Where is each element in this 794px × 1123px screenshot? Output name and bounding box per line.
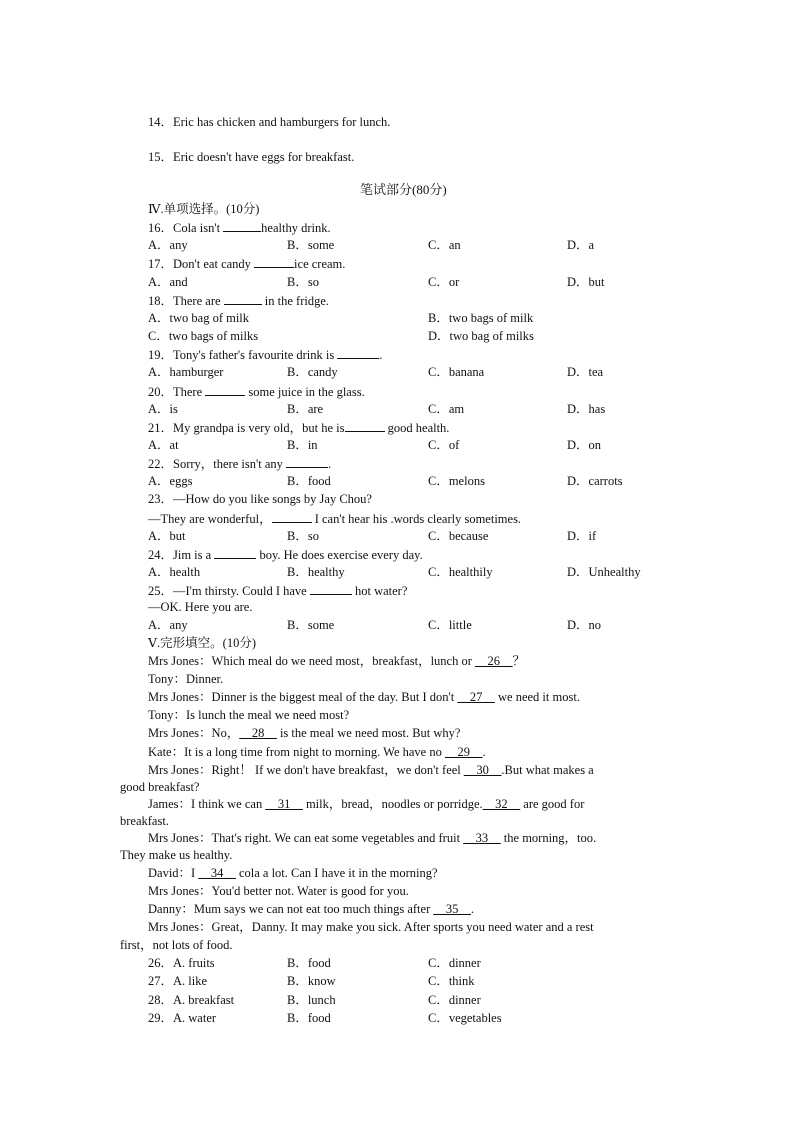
option-18c: C．two bags of milks (148, 329, 259, 343)
dialogue-line-4: Tony：Is lunch the meal we need most? (148, 708, 350, 722)
dialogue-line-7: Mrs Jones：Right！ If we don't have breakfast，we don't feel __30__.But what makes a (148, 763, 594, 777)
option-29a: 29．A. water (148, 1011, 217, 1025)
answer-blank (272, 511, 312, 523)
option-20b: B．are (287, 402, 324, 416)
option-23d: D．if (567, 529, 597, 543)
option-21c: C．of (428, 438, 460, 452)
option-18b: B．two bags of milk (428, 311, 534, 325)
answer-blank (286, 456, 328, 468)
option-16d: D．a (567, 238, 595, 252)
dialogue-line-7-cont: good breakfast? (120, 780, 200, 794)
dialogue-line-9: Mrs Jones：That's right. We can eat some vegetables and fruit __33__ the morning，too. (148, 831, 597, 845)
option-17a: A．and (148, 275, 188, 289)
dialogue-line-11: Mrs Jones：You'd better not. Water is good for you. (148, 884, 409, 898)
option-28a: 28．A. breakfast (148, 993, 235, 1007)
cloze-blank-35: __35__ (433, 902, 471, 916)
cloze-blank-31: __31__ (265, 797, 303, 811)
dialogue-line-8-cont: breakfast. (120, 814, 169, 828)
cloze-blank-28: __28__ (239, 726, 277, 740)
option-24a: A．health (148, 565, 201, 579)
statement-15: 15．Eric doesn't have eggs for breakfast. (148, 150, 355, 164)
option-22a: A．eggs (148, 474, 193, 488)
option-22d: D．carrots (567, 474, 623, 488)
option-25b: B．some (287, 618, 335, 632)
section-4-title: Ⅳ.单项选择。(10分) (148, 202, 260, 216)
option-19b: B．candy (287, 365, 338, 379)
dialogue-line-3: Mrs Jones：Dinner is the biggest meal of the day. But I don't __27__ we need it most. (148, 690, 580, 704)
question-22: 22．Sorry，there isn't any . (148, 457, 332, 471)
option-25d: D．no (567, 618, 602, 632)
answer-blank (337, 347, 379, 359)
cloze-blank-27: __27__ (457, 690, 495, 704)
option-20d: D．has (567, 402, 606, 416)
answer-blank (214, 547, 256, 559)
question-23: 23．—How do you like songs by Jay Chou? (148, 492, 372, 506)
question-21: 21．My grandpa is very old，but he is good health. (148, 421, 450, 435)
question-16: 16．Cola isn't healthy drink. (148, 221, 331, 235)
answer-blank (223, 220, 261, 232)
option-27b: B．know (287, 974, 336, 988)
option-25c: C．little (428, 618, 472, 632)
option-25a: A．any (148, 618, 188, 632)
question-25-response: —OK. Here you are. (148, 600, 253, 614)
option-27a: 27．A. like (148, 974, 208, 988)
option-28b: B．lunch (287, 993, 336, 1007)
option-26c: C．dinner (428, 956, 481, 970)
cloze-blank-26: __26__ (475, 654, 513, 668)
option-23c: C．because (428, 529, 489, 543)
option-29b: B．food (287, 1011, 331, 1025)
option-16a: A．any (148, 238, 188, 252)
option-21b: B．in (287, 438, 318, 452)
written-section-title: 笔试部分(80分) (360, 182, 447, 197)
dialogue-line-13: Mrs Jones：Great，Danny. It may make you sick. After sports you need water and a rest (148, 920, 594, 934)
option-21d: D．on (567, 438, 602, 452)
option-16c: C．an (428, 238, 461, 252)
answer-blank (205, 384, 245, 396)
option-19d: D．tea (567, 365, 604, 379)
option-17d: D．but (567, 275, 605, 289)
option-19c: C．banana (428, 365, 485, 379)
answer-blank (310, 583, 352, 595)
dialogue-line-8: James：I think we can __31__ milk，bread，noodles or porridge.__32__ are good for (148, 797, 585, 811)
option-16b: B．some (287, 238, 335, 252)
dialogue-line-13-cont: first，not lots of food. (120, 938, 233, 952)
question-17: 17．Don't eat candy ice cream. (148, 257, 346, 271)
question-18: 18．There are in the fridge. (148, 294, 329, 308)
option-24b: B．healthy (287, 565, 345, 579)
question-25: 25．—I'm thirsty. Could I have hot water? (148, 584, 408, 598)
question-19: 19．Tony's father's favourite drink is . (148, 348, 383, 362)
cloze-blank-34: __34__ (198, 866, 236, 880)
option-27c: C．think (428, 974, 475, 988)
cloze-blank-33: __33__ (463, 831, 501, 845)
option-26a: 26．A. fruits (148, 956, 215, 970)
dialogue-line-9-cont: They make us healthy. (120, 848, 233, 862)
option-28c: C．dinner (428, 993, 481, 1007)
statement-14: 14．Eric has chicken and hamburgers for lunch. (148, 115, 391, 129)
option-17c: C．or (428, 275, 460, 289)
option-18a: A．two bag of milk (148, 311, 250, 325)
option-29c: C．vegetables (428, 1011, 502, 1025)
question-20: 20．There some juice in the glass. (148, 385, 365, 399)
answer-blank (345, 420, 385, 432)
dialogue-line-12: Danny：Mum says we can not eat too much things after __35__. (148, 902, 474, 916)
option-20a: A．is (148, 402, 178, 416)
option-23a: A．but (148, 529, 186, 543)
cloze-blank-30: __30__ (463, 763, 502, 777)
option-23b: B．so (287, 529, 319, 543)
option-24d: D．Unhealthy (567, 565, 641, 579)
option-18d: D．two bag of milks (428, 329, 534, 343)
answer-blank (224, 293, 262, 305)
option-22c: C．melons (428, 474, 485, 488)
option-20c: C．am (428, 402, 465, 416)
answer-blank (254, 256, 294, 268)
question-23-response: —They are wonderful， I can't hear his .words clearly sometimes. (148, 512, 522, 526)
dialogue-line-2: Tony：Dinner. (148, 672, 224, 686)
dialogue-line-5: Mrs Jones：No，__28__ is the meal we need most. But why? (148, 726, 461, 740)
option-21a: A．at (148, 438, 179, 452)
dialogue-line-1: Mrs Jones：Which meal do we need most，breakfast，lunch or __26__？ (148, 654, 526, 668)
option-24c: C．healthily (428, 565, 493, 579)
question-24: 24．Jim is a boy. He does exercise every day. (148, 548, 423, 562)
section-5-title: Ⅴ.完形填空。(10分) (148, 636, 256, 650)
option-19a: A．hamburger (148, 365, 224, 379)
option-26b: B．food (287, 956, 331, 970)
dialogue-line-10: David：I __34__ cola a lot. Can I have it in the morning? (148, 866, 438, 880)
option-22b: B．food (287, 474, 331, 488)
option-17b: B．so (287, 275, 319, 289)
cloze-blank-29: __29__ (444, 745, 483, 759)
cloze-blank-32: __32__ (482, 797, 521, 811)
dialogue-line-6: Kate：It is a long time from night to morning. We have no __29__. (148, 745, 486, 759)
